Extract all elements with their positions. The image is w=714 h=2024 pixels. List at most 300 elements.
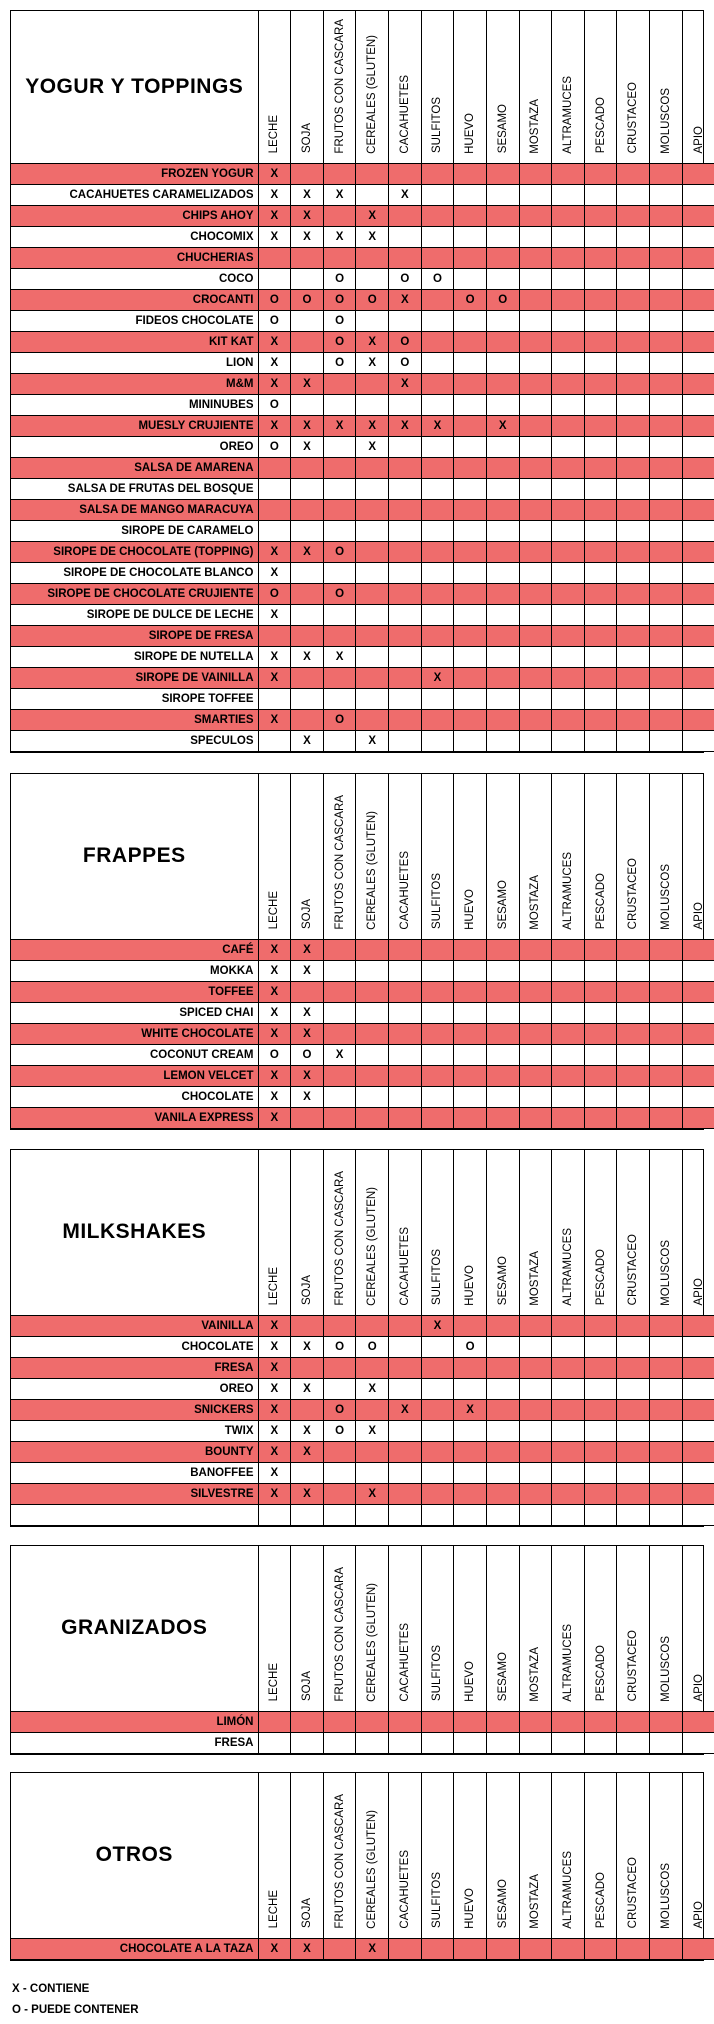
allergen-mark-crustaceo bbox=[617, 1315, 650, 1336]
allergen-mark-cereales-gluten bbox=[356, 457, 389, 478]
allergen-mark-mostaza bbox=[519, 226, 552, 247]
product-name: SIROPE DE CARAMELO bbox=[11, 520, 258, 541]
column-label: CEREALES (GLUTEN) bbox=[366, 810, 379, 930]
allergen-mark-cacahuetes bbox=[389, 1462, 422, 1483]
section-title: FRAPPES bbox=[11, 774, 258, 939]
allergen-mark-sulfitos bbox=[421, 205, 454, 226]
allergen-mark-sulfitos: O bbox=[421, 268, 454, 289]
allergen-mark-mostaza bbox=[519, 625, 552, 646]
allergen-mark-cereales-gluten bbox=[356, 604, 389, 625]
allergen-mark-huevo bbox=[454, 562, 487, 583]
allergen-mark-cacahuetes bbox=[389, 436, 422, 457]
allergen-mark-pescado bbox=[584, 1357, 617, 1378]
allergen-mark-crustaceo bbox=[617, 1420, 650, 1441]
allergen-mark-soja bbox=[291, 1357, 324, 1378]
allergen-mark-sulfitos bbox=[421, 688, 454, 709]
allergen-mark-altramuces bbox=[552, 1357, 585, 1378]
allergen-mark-crustaceo bbox=[617, 226, 650, 247]
column-header-moluscos bbox=[650, 11, 683, 163]
allergen-mark-mostaza bbox=[519, 205, 552, 226]
table-row bbox=[11, 1441, 714, 1462]
product-name: TWIX bbox=[11, 1420, 258, 1441]
column-label: SOJA bbox=[300, 899, 313, 930]
allergen-mark-cacahuetes bbox=[389, 205, 422, 226]
allergen-mark-sulfitos bbox=[421, 541, 454, 562]
column-label: HUEVO bbox=[464, 112, 477, 154]
column-header-sulfitos bbox=[421, 1150, 454, 1315]
product-name: CROCANTI bbox=[11, 289, 258, 310]
allergen-mark-frutos-con-cascara bbox=[323, 1002, 356, 1023]
allergen-mark-cereales-gluten bbox=[356, 981, 389, 1002]
allergen-mark-frutos-con-cascara: X bbox=[323, 184, 356, 205]
allergen-mark-frutos-con-cascara bbox=[323, 939, 356, 960]
table-row bbox=[11, 1483, 714, 1504]
allergen-mark-crustaceo bbox=[617, 268, 650, 289]
allergen-mark-cereales-gluten bbox=[356, 1441, 389, 1462]
allergen-mark-sulfitos bbox=[421, 1938, 454, 1959]
product-name: SIROPE DE CHOCOLATE CRUJIENTE bbox=[11, 583, 258, 604]
allergen-mark-apio bbox=[682, 1483, 714, 1504]
allergen-mark-pescado bbox=[584, 457, 617, 478]
allergen-mark-crustaceo bbox=[617, 205, 650, 226]
allergen-mark-altramuces bbox=[552, 1023, 585, 1044]
allergen-mark-sulfitos bbox=[421, 1483, 454, 1504]
allergen-mark-sulfitos bbox=[421, 1336, 454, 1357]
allergen-mark-mostaza bbox=[519, 1938, 552, 1959]
allergen-mark-sulfitos bbox=[421, 1044, 454, 1065]
table-row bbox=[11, 205, 714, 226]
allergen-mark-pescado bbox=[584, 1441, 617, 1462]
allergen-mark-cereales-gluten bbox=[356, 541, 389, 562]
allergen-mark-moluscos bbox=[650, 1462, 683, 1483]
allergen-mark-sesamo bbox=[486, 709, 519, 730]
allergen-mark-altramuces bbox=[552, 1336, 585, 1357]
allergen-mark-cacahuetes bbox=[389, 625, 422, 646]
allergen-mark-mostaza bbox=[519, 562, 552, 583]
allergen-mark-altramuces bbox=[552, 184, 585, 205]
table-row bbox=[11, 310, 714, 331]
allergen-mark-cereales-gluten: X bbox=[356, 415, 389, 436]
allergen-mark-crustaceo bbox=[617, 1107, 650, 1128]
allergen-mark-mostaza bbox=[519, 1357, 552, 1378]
allergen-mark-altramuces bbox=[552, 1938, 585, 1959]
section-frappes bbox=[10, 773, 704, 1130]
allergen-mark-altramuces bbox=[552, 1399, 585, 1420]
allergen-mark-moluscos bbox=[650, 457, 683, 478]
empty-cell bbox=[421, 1504, 454, 1525]
allergen-mark-pescado bbox=[584, 310, 617, 331]
allergen-mark-sulfitos bbox=[421, 1462, 454, 1483]
product-name: COCO bbox=[11, 268, 258, 289]
allergen-mark-cacahuetes bbox=[389, 1065, 422, 1086]
column-label: CACAHUETES bbox=[398, 850, 411, 930]
allergen-mark-mostaza bbox=[519, 1315, 552, 1336]
allergen-mark-moluscos bbox=[650, 562, 683, 583]
product-name: SILVESTRE bbox=[11, 1483, 258, 1504]
allergen-mark-mostaza bbox=[519, 1044, 552, 1065]
allergen-mark-moluscos bbox=[650, 981, 683, 1002]
allergen-mark-pescado bbox=[584, 646, 617, 667]
allergen-table bbox=[11, 11, 714, 752]
allergen-mark-cacahuetes: O bbox=[389, 268, 422, 289]
allergen-mark-frutos-con-cascara: X bbox=[323, 1044, 356, 1065]
allergen-mark-leche: X bbox=[258, 1315, 291, 1336]
allergen-mark-moluscos bbox=[650, 310, 683, 331]
allergen-mark-sesamo bbox=[486, 541, 519, 562]
column-header-huevo bbox=[454, 1150, 487, 1315]
allergen-mark-huevo: O bbox=[454, 1336, 487, 1357]
allergen-mark-sesamo bbox=[486, 1336, 519, 1357]
allergen-mark-moluscos bbox=[650, 1357, 683, 1378]
allergen-mark-sesamo bbox=[486, 1378, 519, 1399]
column-header-sulfitos bbox=[421, 11, 454, 163]
allergen-mark-leche: X bbox=[258, 1938, 291, 1959]
allergen-mark-apio bbox=[682, 352, 714, 373]
column-label: LECHE bbox=[268, 891, 281, 930]
column-header-leche bbox=[258, 774, 291, 939]
product-name: SIROPE DE DULCE DE LECHE bbox=[11, 604, 258, 625]
allergen-mark-sesamo bbox=[486, 247, 519, 268]
allergen-mark-frutos-con-cascara: O bbox=[323, 709, 356, 730]
allergen-mark-frutos-con-cascara bbox=[323, 1938, 356, 1959]
allergen-mark-apio bbox=[682, 499, 714, 520]
allergen-mark-soja bbox=[291, 478, 324, 499]
column-label: LECHE bbox=[268, 1267, 281, 1306]
column-header-soja bbox=[291, 774, 324, 939]
allergen-mark-soja: X bbox=[291, 184, 324, 205]
allergen-mark-moluscos bbox=[650, 247, 683, 268]
allergen-mark-apio bbox=[682, 1462, 714, 1483]
column-header-cacahuetes bbox=[389, 1546, 422, 1711]
allergen-mark-cacahuetes bbox=[389, 1002, 422, 1023]
table-row bbox=[11, 352, 714, 373]
allergen-mark-altramuces bbox=[552, 436, 585, 457]
product-name: WHITE CHOCOLATE bbox=[11, 1023, 258, 1044]
allergen-mark-pescado bbox=[584, 981, 617, 1002]
allergen-mark-sesamo bbox=[486, 352, 519, 373]
allergen-mark-pescado bbox=[584, 478, 617, 499]
allergen-mark-sesamo bbox=[486, 1107, 519, 1128]
column-header-altramuces bbox=[552, 1150, 585, 1315]
allergen-mark-pescado bbox=[584, 1023, 617, 1044]
column-header-cereales-gluten bbox=[356, 1773, 389, 1938]
allergen-mark-altramuces bbox=[552, 331, 585, 352]
allergen-mark-crustaceo bbox=[617, 1065, 650, 1086]
allergen-mark-sesamo bbox=[486, 583, 519, 604]
allergen-mark-mostaza bbox=[519, 247, 552, 268]
column-label: APIO bbox=[692, 902, 705, 930]
allergen-mark-pescado bbox=[584, 625, 617, 646]
allergen-mark-moluscos bbox=[650, 520, 683, 541]
product-name: MUESLY CRUJIENTE bbox=[11, 415, 258, 436]
allergen-mark-soja bbox=[291, 520, 324, 541]
allergen-mark-altramuces bbox=[552, 981, 585, 1002]
allergen-mark-leche bbox=[258, 268, 291, 289]
allergen-mark-leche: O bbox=[258, 394, 291, 415]
empty-cell bbox=[389, 1504, 422, 1525]
allergen-mark-huevo bbox=[454, 1420, 487, 1441]
column-label: SESAMO bbox=[496, 1256, 509, 1306]
allergen-mark-cereales-gluten bbox=[356, 1086, 389, 1107]
column-header-altramuces bbox=[552, 774, 585, 939]
allergen-mark-frutos-con-cascara bbox=[323, 1378, 356, 1399]
allergen-mark-apio bbox=[682, 331, 714, 352]
allergen-mark-frutos-con-cascara bbox=[323, 1732, 356, 1753]
column-label: CRUSTACEO bbox=[627, 82, 640, 154]
column-label: PESCADO bbox=[594, 873, 607, 930]
allergen-mark-cereales-gluten bbox=[356, 1002, 389, 1023]
allergen-mark-frutos-con-cascara: O bbox=[323, 352, 356, 373]
allergen-mark-moluscos bbox=[650, 1086, 683, 1107]
allergen-mark-leche: X bbox=[258, 541, 291, 562]
allergen-mark-sesamo bbox=[486, 1044, 519, 1065]
allergen-mark-mostaza bbox=[519, 1462, 552, 1483]
allergen-mark-moluscos bbox=[650, 1044, 683, 1065]
allergen-mark-sesamo bbox=[486, 625, 519, 646]
allergen-mark-soja: X bbox=[291, 1938, 324, 1959]
allergen-mark-frutos-con-cascara bbox=[323, 457, 356, 478]
allergen-mark-leche: X bbox=[258, 1441, 291, 1462]
allergen-mark-sulfitos bbox=[421, 1023, 454, 1044]
column-header-pescado bbox=[584, 11, 617, 163]
allergen-mark-altramuces bbox=[552, 499, 585, 520]
allergen-mark-altramuces bbox=[552, 520, 585, 541]
allergen-mark-crustaceo bbox=[617, 499, 650, 520]
allergen-mark-mostaza bbox=[519, 1065, 552, 1086]
empty-cell bbox=[552, 1504, 585, 1525]
allergen-mark-frutos-con-cascara bbox=[323, 1711, 356, 1732]
column-header-cereales-gluten bbox=[356, 1150, 389, 1315]
allergen-mark-frutos-con-cascara: O bbox=[323, 310, 356, 331]
column-label: HUEVO bbox=[464, 1887, 477, 1929]
allergen-mark-pescado bbox=[584, 1002, 617, 1023]
allergen-mark-huevo bbox=[454, 352, 487, 373]
allergen-mark-huevo bbox=[454, 268, 487, 289]
product-name: SALSA DE MANGO MARACUYA bbox=[11, 499, 258, 520]
allergen-mark-cereales-gluten: X bbox=[356, 730, 389, 751]
allergen-mark-moluscos bbox=[650, 226, 683, 247]
section-title: MILKSHAKES bbox=[11, 1150, 258, 1315]
table-row bbox=[11, 1732, 714, 1753]
allergen-mark-crustaceo bbox=[617, 520, 650, 541]
allergen-mark-sesamo bbox=[486, 163, 519, 184]
allergen-mark-pescado bbox=[584, 373, 617, 394]
allergen-mark-cacahuetes: X bbox=[389, 415, 422, 436]
allergen-mark-mostaza bbox=[519, 541, 552, 562]
allergen-mark-frutos-con-cascara: O bbox=[323, 1336, 356, 1357]
allergen-mark-altramuces bbox=[552, 1732, 585, 1753]
allergen-table bbox=[11, 1773, 714, 1960]
allergen-mark-huevo bbox=[454, 1711, 487, 1732]
allergen-mark-soja: X bbox=[291, 1378, 324, 1399]
column-header-apio bbox=[682, 1150, 714, 1315]
allergen-mark-leche: X bbox=[258, 562, 291, 583]
allergen-mark-pescado bbox=[584, 226, 617, 247]
table-row bbox=[11, 688, 714, 709]
allergen-mark-crustaceo bbox=[617, 1711, 650, 1732]
allergen-mark-cacahuetes bbox=[389, 1732, 422, 1753]
allergen-mark-moluscos bbox=[650, 541, 683, 562]
column-label: SESAMO bbox=[496, 880, 509, 930]
allergen-mark-sesamo bbox=[486, 184, 519, 205]
allergen-mark-sulfitos bbox=[421, 1399, 454, 1420]
allergen-mark-moluscos bbox=[650, 394, 683, 415]
column-header-mostaza bbox=[519, 774, 552, 939]
allergen-mark-cacahuetes bbox=[389, 1086, 422, 1107]
product-name: SIROPE DE VAINILLA bbox=[11, 667, 258, 688]
product-name: SIROPE DE CHOCOLATE (TOPPING) bbox=[11, 541, 258, 562]
allergen-mark-sesamo bbox=[486, 226, 519, 247]
allergen-mark-huevo bbox=[454, 478, 487, 499]
column-label: FRUTOS CON CASCARA bbox=[333, 1170, 346, 1306]
allergen-mark-cereales-gluten: X bbox=[356, 331, 389, 352]
allergen-mark-frutos-con-cascara bbox=[323, 1315, 356, 1336]
section-otros bbox=[10, 1772, 704, 1961]
allergen-mark-mostaza bbox=[519, 583, 552, 604]
table-row bbox=[11, 1107, 714, 1128]
allergen-mark-crustaceo bbox=[617, 394, 650, 415]
column-header-apio bbox=[682, 1773, 714, 1938]
allergen-mark-soja bbox=[291, 625, 324, 646]
allergen-mark-apio bbox=[682, 247, 714, 268]
column-label: SESAMO bbox=[496, 1652, 509, 1702]
allergen-mark-pescado bbox=[584, 331, 617, 352]
allergen-mark-crustaceo bbox=[617, 625, 650, 646]
allergen-mark-soja: X bbox=[291, 730, 324, 751]
allergen-mark-cereales-gluten bbox=[356, 1065, 389, 1086]
column-label: MOLUSCOS bbox=[659, 1239, 672, 1306]
allergen-mark-cacahuetes bbox=[389, 960, 422, 981]
allergen-mark-pescado bbox=[584, 667, 617, 688]
allergen-mark-leche: X bbox=[258, 1086, 291, 1107]
column-label: SULFITOS bbox=[431, 1872, 444, 1929]
allergen-mark-crustaceo bbox=[617, 562, 650, 583]
allergen-mark-altramuces bbox=[552, 1462, 585, 1483]
allergen-mark-pescado bbox=[584, 1044, 617, 1065]
allergen-mark-altramuces bbox=[552, 625, 585, 646]
empty-cell bbox=[323, 1504, 356, 1525]
allergen-mark-frutos-con-cascara: O bbox=[323, 331, 356, 352]
allergen-mark-apio bbox=[682, 205, 714, 226]
allergen-mark-apio bbox=[682, 415, 714, 436]
column-header-leche bbox=[258, 11, 291, 163]
column-header-huevo bbox=[454, 1773, 487, 1938]
column-header-sesamo bbox=[486, 1546, 519, 1711]
allergen-mark-cacahuetes bbox=[389, 1357, 422, 1378]
allergen-mark-pescado bbox=[584, 960, 617, 981]
table-row bbox=[11, 667, 714, 688]
allergen-mark-cereales-gluten bbox=[356, 1023, 389, 1044]
column-label: SOJA bbox=[300, 1898, 313, 1929]
table-row bbox=[11, 184, 714, 205]
allergen-mark-leche: O bbox=[258, 436, 291, 457]
column-header-pescado bbox=[584, 774, 617, 939]
allergen-mark-pescado bbox=[584, 1399, 617, 1420]
column-header-leche bbox=[258, 1150, 291, 1315]
column-header-crustaceo bbox=[617, 774, 650, 939]
column-header-sulfitos bbox=[421, 1546, 454, 1711]
allergen-mark-mostaza bbox=[519, 415, 552, 436]
table-row bbox=[11, 331, 714, 352]
table-row bbox=[11, 457, 714, 478]
product-name: MININUBES bbox=[11, 394, 258, 415]
allergen-mark-mostaza bbox=[519, 1420, 552, 1441]
allergen-mark-moluscos bbox=[650, 205, 683, 226]
allergen-mark-sesamo bbox=[486, 730, 519, 751]
allergen-mark-apio bbox=[682, 541, 714, 562]
allergen-mark-frutos-con-cascara bbox=[323, 667, 356, 688]
allergen-mark-cereales-gluten: O bbox=[356, 289, 389, 310]
product-name: SALSA DE FRUTAS DEL BOSQUE bbox=[11, 478, 258, 499]
allergen-mark-sesamo bbox=[486, 667, 519, 688]
product-name: LEMON VELCET bbox=[11, 1065, 258, 1086]
product-name: SIROPE DE CHOCOLATE BLANCO bbox=[11, 562, 258, 583]
allergen-mark-moluscos bbox=[650, 1938, 683, 1959]
allergen-mark-pescado bbox=[584, 184, 617, 205]
table-row bbox=[11, 1086, 714, 1107]
column-label: HUEVO bbox=[464, 1660, 477, 1702]
allergen-mark-sesamo bbox=[486, 1002, 519, 1023]
allergen-mark-huevo bbox=[454, 415, 487, 436]
allergen-mark-moluscos bbox=[650, 499, 683, 520]
column-header-sesamo bbox=[486, 1150, 519, 1315]
product-name: VAINILLA bbox=[11, 1315, 258, 1336]
column-header-sesamo bbox=[486, 11, 519, 163]
table-row bbox=[11, 478, 714, 499]
allergen-mark-apio bbox=[682, 310, 714, 331]
allergen-mark-apio bbox=[682, 1378, 714, 1399]
allergen-mark-sulfitos bbox=[421, 457, 454, 478]
allergen-mark-frutos-con-cascara bbox=[323, 688, 356, 709]
allergen-mark-leche: X bbox=[258, 352, 291, 373]
column-header-moluscos bbox=[650, 1773, 683, 1938]
allergen-mark-cereales-gluten bbox=[356, 646, 389, 667]
allergen-mark-moluscos bbox=[650, 960, 683, 981]
product-name: CHOCOMIX bbox=[11, 226, 258, 247]
table-row bbox=[11, 646, 714, 667]
empty-row bbox=[11, 1504, 714, 1525]
product-name: CACAHUETES CARAMELIZADOS bbox=[11, 184, 258, 205]
allergen-mark-huevo: X bbox=[454, 1399, 487, 1420]
column-label: APIO bbox=[692, 1278, 705, 1306]
allergen-mark-soja: O bbox=[291, 1044, 324, 1065]
allergen-mark-altramuces bbox=[552, 646, 585, 667]
allergen-mark-frutos-con-cascara bbox=[323, 1462, 356, 1483]
allergen-mark-huevo bbox=[454, 394, 487, 415]
allergen-mark-mostaza bbox=[519, 1441, 552, 1462]
allergen-mark-moluscos bbox=[650, 268, 683, 289]
allergen-mark-moluscos bbox=[650, 1002, 683, 1023]
allergen-mark-apio bbox=[682, 981, 714, 1002]
allergen-mark-cacahuetes bbox=[389, 981, 422, 1002]
allergen-mark-soja bbox=[291, 1399, 324, 1420]
allergen-mark-sulfitos bbox=[421, 1732, 454, 1753]
allergen-mark-soja bbox=[291, 688, 324, 709]
allergen-mark-altramuces bbox=[552, 415, 585, 436]
allergen-mark-frutos-con-cascara bbox=[323, 981, 356, 1002]
allergen-mark-crustaceo bbox=[617, 541, 650, 562]
allergen-mark-altramuces bbox=[552, 1711, 585, 1732]
allergen-mark-soja bbox=[291, 1732, 324, 1753]
allergen-mark-pescado bbox=[584, 688, 617, 709]
allergen-mark-cereales-gluten bbox=[356, 247, 389, 268]
allergen-mark-sesamo bbox=[486, 1441, 519, 1462]
allergen-mark-apio bbox=[682, 1336, 714, 1357]
table-row bbox=[11, 163, 714, 184]
allergen-mark-crustaceo bbox=[617, 1378, 650, 1399]
allergen-mark-pescado bbox=[584, 730, 617, 751]
product-name: SIROPE TOFFEE bbox=[11, 688, 258, 709]
